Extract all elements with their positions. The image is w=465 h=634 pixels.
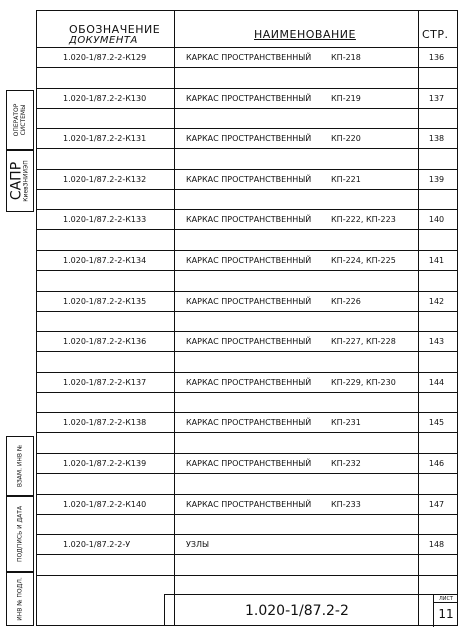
row-sub-divider [37, 311, 457, 312]
inv-box [6, 572, 34, 626]
row-page: 146 [428, 459, 445, 468]
row-sub-divider [37, 351, 457, 352]
row-mark: КП-232 [331, 459, 361, 468]
table-row [37, 412, 457, 453]
row-code: 1.020-1/87.2-2-К137 [63, 377, 147, 387]
row-mark: КП-226 [331, 296, 361, 306]
row-code: 1.020-1/87.2-2-К140 [63, 499, 147, 509]
row-code: 1.020-1/87.2-2-У [63, 540, 131, 550]
row-name: КАРКАС ПРОСТРАНСТВЕННЫЙ [186, 418, 312, 428]
row-sub-divider [37, 432, 457, 433]
row-divider [37, 575, 457, 576]
table-row [37, 494, 457, 535]
row-sub-divider [37, 270, 457, 271]
row-page: 141 [428, 256, 445, 265]
header-page: СТР. [422, 28, 449, 41]
row-page: 138 [428, 134, 445, 144]
doc-number: 1.020-1/87.2-2 [245, 603, 349, 619]
table-row [37, 169, 457, 210]
row-mark: КП-231 [331, 418, 361, 428]
inv-label: ИНВ № ПОДЛ. [16, 577, 24, 621]
row-name: КАРКАС ПРОСТРАНСТВЕННЫЙ [186, 499, 312, 509]
row-code: 1.020-1/87.2-2-К134 [63, 256, 147, 265]
row-name: КАРКАС ПРОСТРАНСТВЕННЫЙ [186, 296, 312, 306]
row-code: 1.020-1/87.2-2-К130 [63, 93, 147, 103]
row-name: УЗЛЫ [186, 540, 210, 550]
document-frame [36, 10, 458, 626]
row-mark: КП-229, КП-230 [331, 377, 396, 387]
row-page: 139 [428, 174, 445, 184]
table-row [37, 534, 457, 575]
table-row [37, 372, 457, 413]
row-mark: КП-220 [331, 134, 361, 144]
row-name: КАРКАС ПРОСТРАНСТВЕННЫЙ [186, 174, 312, 184]
org-label: КиевЗНИИЭП [22, 160, 30, 202]
row-code: 1.020-1/87.2-2-К129 [63, 53, 147, 62]
row-mark: КП-233 [331, 499, 361, 509]
row-name: КАРКАС ПРОСТРАНСТВЕННЫЙ [186, 134, 312, 144]
row-code: 1.020-1/87.2-2-К133 [63, 215, 147, 225]
table-row [37, 128, 457, 169]
row-page: 136 [428, 53, 445, 62]
operator-label-2: СИСТЕМЫ [20, 104, 27, 136]
row-mark: КП-218 [331, 53, 361, 62]
table-row [37, 453, 457, 494]
row-name: КАРКАС ПРОСТРАНСТВЕННЫЙ [186, 377, 312, 387]
row-name: КАРКАС ПРОСТРАНСТВЕННЫЙ [186, 215, 312, 225]
row-name: КАРКАС ПРОСТРАНСТВЕННЫЙ [186, 459, 312, 468]
row-code: 1.020-1/87.2-2-К131 [63, 134, 147, 144]
sapr-label: САПР [8, 161, 25, 201]
row-page: 148 [428, 540, 445, 550]
row-page: 143 [428, 337, 445, 347]
row-code: 1.020-1/87.2-2-К132 [63, 174, 147, 184]
header-designation: ОБОЗНАЧЕНИЕ [69, 23, 161, 36]
table-row [37, 209, 457, 250]
sheet-number: 11 [438, 607, 454, 621]
operator-box [6, 90, 34, 150]
row-code: 1.020-1/87.2-2-К136 [63, 337, 147, 347]
sheet-box [433, 595, 458, 627]
header-name: НАИМЕНОВАНИЕ [254, 28, 356, 41]
row-mark: КП-224, КП-225 [331, 256, 396, 265]
vzam-box [6, 436, 34, 496]
table-row [37, 291, 457, 332]
sapr-box [6, 150, 34, 212]
side-margin [0, 0, 36, 634]
podpis-label: ПОДПИСЬ И ДАТА [16, 505, 24, 563]
row-mark: КП-222, КП-223 [331, 215, 396, 225]
sheet-label: ЛИСТ [434, 596, 458, 603]
row-code: 1.020-1/87.2-2-К135 [63, 296, 147, 306]
row-sub-divider [37, 108, 457, 109]
row-page: 142 [428, 296, 445, 306]
row-sub-divider [37, 554, 457, 555]
row-page: 145 [428, 418, 445, 428]
row-sub-divider [37, 229, 457, 230]
row-name: КАРКАС ПРОСТРАНСТВЕННЫЙ [186, 93, 312, 103]
row-name: КАРКАС ПРОСТРАНСТВЕННЫЙ [186, 337, 312, 347]
podpis-box [6, 496, 34, 572]
table-row [37, 88, 457, 129]
row-sub-divider [37, 189, 457, 190]
row-sub-divider [37, 392, 457, 393]
row-page: 137 [428, 93, 445, 103]
table-row [37, 331, 457, 372]
operator-label-1: ОПЕРАТОР [13, 103, 20, 137]
row-sub-divider [37, 67, 457, 68]
row-sub-divider [37, 514, 457, 515]
row-code: 1.020-1/87.2-2-К138 [63, 418, 147, 428]
table-row [37, 250, 457, 291]
row-sub-divider [37, 473, 457, 474]
row-page: 144 [428, 377, 445, 387]
row-page: 140 [428, 215, 445, 225]
table-row [37, 47, 457, 88]
row-sub-divider [37, 148, 457, 149]
row-page: 147 [428, 499, 445, 509]
row-name: КАРКАС ПРОСТРАНСТВЕННЫЙ [186, 53, 312, 62]
row-mark: КП-221 [331, 174, 361, 184]
row-name: КАРКАС ПРОСТРАНСТВЕННЫЙ [186, 256, 312, 265]
header-document: ДОКУМЕНТА [69, 35, 138, 46]
row-mark: КП-227, КП-228 [331, 337, 396, 347]
row-code: 1.020-1/87.2-2-К139 [63, 459, 147, 468]
vzam-label: ВЗАМ. ИНВ № [16, 444, 24, 488]
row-mark: КП-219 [331, 93, 361, 103]
title-block [164, 594, 458, 626]
